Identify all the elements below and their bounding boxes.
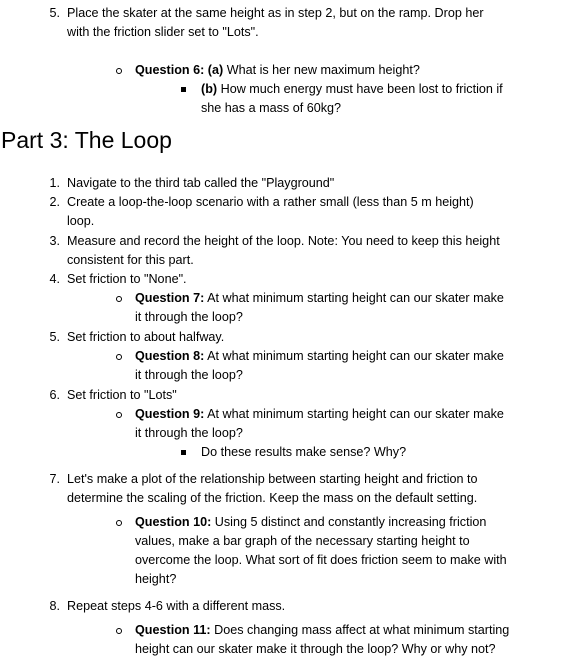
question-9 [135, 405, 504, 424]
question-6 [135, 61, 420, 80]
question-label: Question 6: [135, 63, 205, 77]
hollow-bullet-icon [116, 520, 122, 526]
step-text: determine the scaling of the friction. Keep the mass on the default setting. [67, 491, 478, 505]
square-bullet-icon [181, 87, 186, 92]
hollow-bullet-icon [116, 628, 122, 634]
step-text: Place the skater at the same height as in step 2, but on the ramp. Drop her [67, 6, 484, 20]
question-text: it through the loop? [135, 310, 243, 324]
hollow-bullet-icon [116, 296, 122, 302]
question-text: overcome the loop. What sort of fit does friction seem to make with [135, 553, 507, 567]
question-text: she has a mass of 60kg? [201, 101, 342, 115]
step-number: 6. [49, 388, 60, 402]
step-number: 5. [49, 330, 60, 344]
question-part-label: (a) [207, 63, 224, 77]
step-text: Measure and record the height of the loop. Note: You need to keep this height [67, 234, 500, 248]
hollow-bullet-icon [116, 412, 122, 418]
step-number: 7. [49, 472, 60, 486]
question-text: it through the loop? [135, 426, 243, 440]
step-text: loop. [67, 214, 95, 228]
square-bullet-icon [181, 450, 186, 455]
hollow-bullet-icon [116, 354, 122, 360]
step-number: 1. [49, 176, 60, 190]
step-text: with the friction slider set to "Lots". [67, 25, 259, 39]
question-11 [135, 621, 509, 640]
question-text: height can our skater make it through the loop? Why or why not? [135, 642, 496, 656]
step-text: Create a loop-the-loop scenario with a rather small (less than 5 m height) [67, 195, 474, 209]
step-text: Navigate to the third tab called the "Playground" [67, 176, 335, 190]
step-number: 3. [49, 234, 60, 248]
step-number: 8. [49, 599, 60, 613]
question-text: What is her new maximum height? [226, 63, 420, 77]
question-8 [135, 347, 504, 366]
step-text: Repeat steps 4-6 with a different mass. [67, 599, 286, 613]
step-text: Set friction to about halfway. [67, 330, 225, 344]
question-text: values, make a bar graph of the necessary starting height to [135, 534, 470, 548]
question-text: Does changing mass affect at what minimum starting [214, 623, 510, 637]
question-text: At what minimum starting height can our skater make [207, 349, 504, 363]
question-7 [135, 289, 504, 308]
question-6b [201, 80, 503, 99]
question-10 [135, 513, 486, 532]
question-label: Question 9: [135, 407, 205, 421]
question-text: it through the loop? [135, 368, 243, 382]
question-label: Question 8: [135, 349, 205, 363]
question-text: At what minimum starting height can our skater make [207, 291, 504, 305]
question-subtext: Do these results make sense? Why? [201, 445, 407, 459]
question-label: Question 7: [135, 291, 205, 305]
step-text: Set friction to "None". [67, 272, 187, 286]
step-text: Set friction to "Lots" [67, 388, 177, 402]
step-text: Let's make a plot of the relationship between starting height and friction to [67, 472, 478, 486]
step-number: 5. [49, 6, 60, 20]
step-number: 2. [49, 195, 60, 209]
question-text: Using 5 distinct and constantly increasing friction [214, 515, 487, 529]
step-text: consistent for this part. [67, 253, 194, 267]
question-label: Question 11: [135, 623, 211, 637]
step-number: 4. [49, 272, 60, 286]
section-heading: Part 3: The Loop [1, 127, 172, 153]
question-label: Question 10: [135, 515, 212, 529]
question-text: At what minimum starting height can our skater make [207, 407, 504, 421]
question-text: height? [135, 572, 177, 586]
question-part-label: (b) [201, 82, 218, 96]
hollow-bullet-icon [116, 68, 122, 74]
question-text: How much energy must have been lost to friction if [220, 82, 503, 96]
